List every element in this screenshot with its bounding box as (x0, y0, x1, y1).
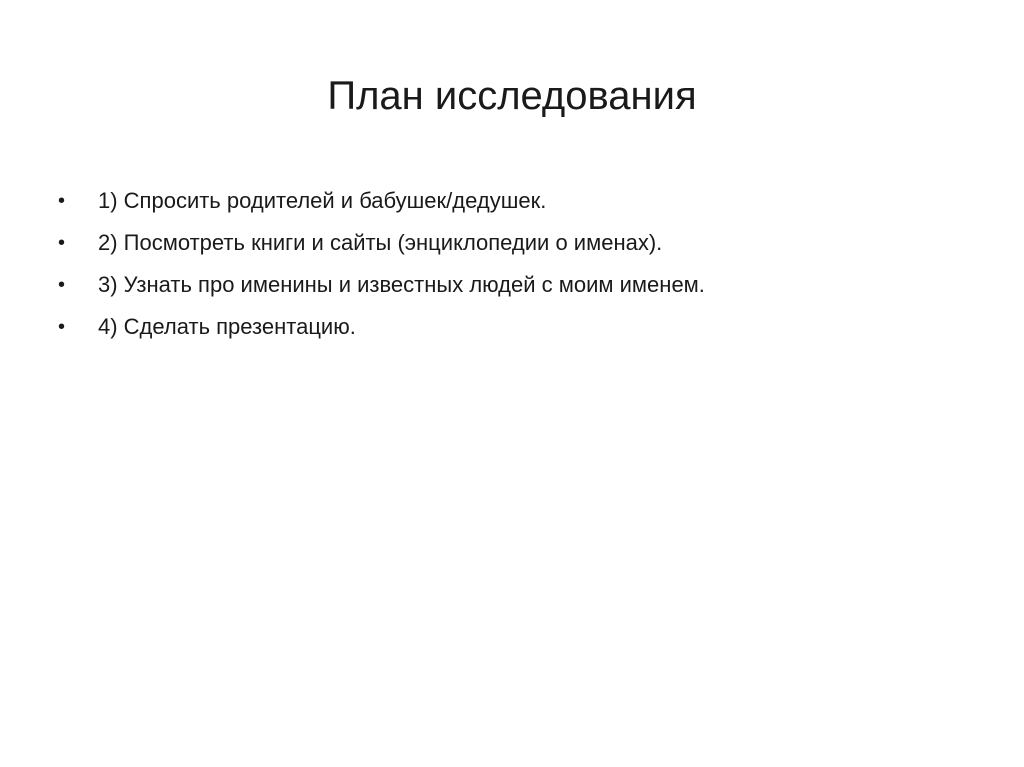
list-item (58, 180, 705, 222)
list-item (58, 306, 705, 348)
bullet-icon: • (58, 316, 66, 338)
bullet-list (58, 180, 705, 348)
slide-title: План исследования (327, 74, 697, 118)
list-item (58, 222, 705, 264)
bullet-icon: • (58, 232, 66, 254)
list-item (58, 264, 705, 306)
list-item-text: 3) Узнать про именины и известных людей с моим именем. (98, 272, 705, 297)
list-item-text: 1) Спросить родителей и бабушек/дедушек. (98, 188, 547, 213)
list-item-text: 2) Посмотреть книги и сайты (энциклопедии о именах). (98, 230, 663, 255)
list-item-text: 4) Сделать презентацию. (98, 314, 356, 339)
bullet-icon: • (58, 190, 66, 212)
bullet-icon: • (58, 274, 66, 296)
